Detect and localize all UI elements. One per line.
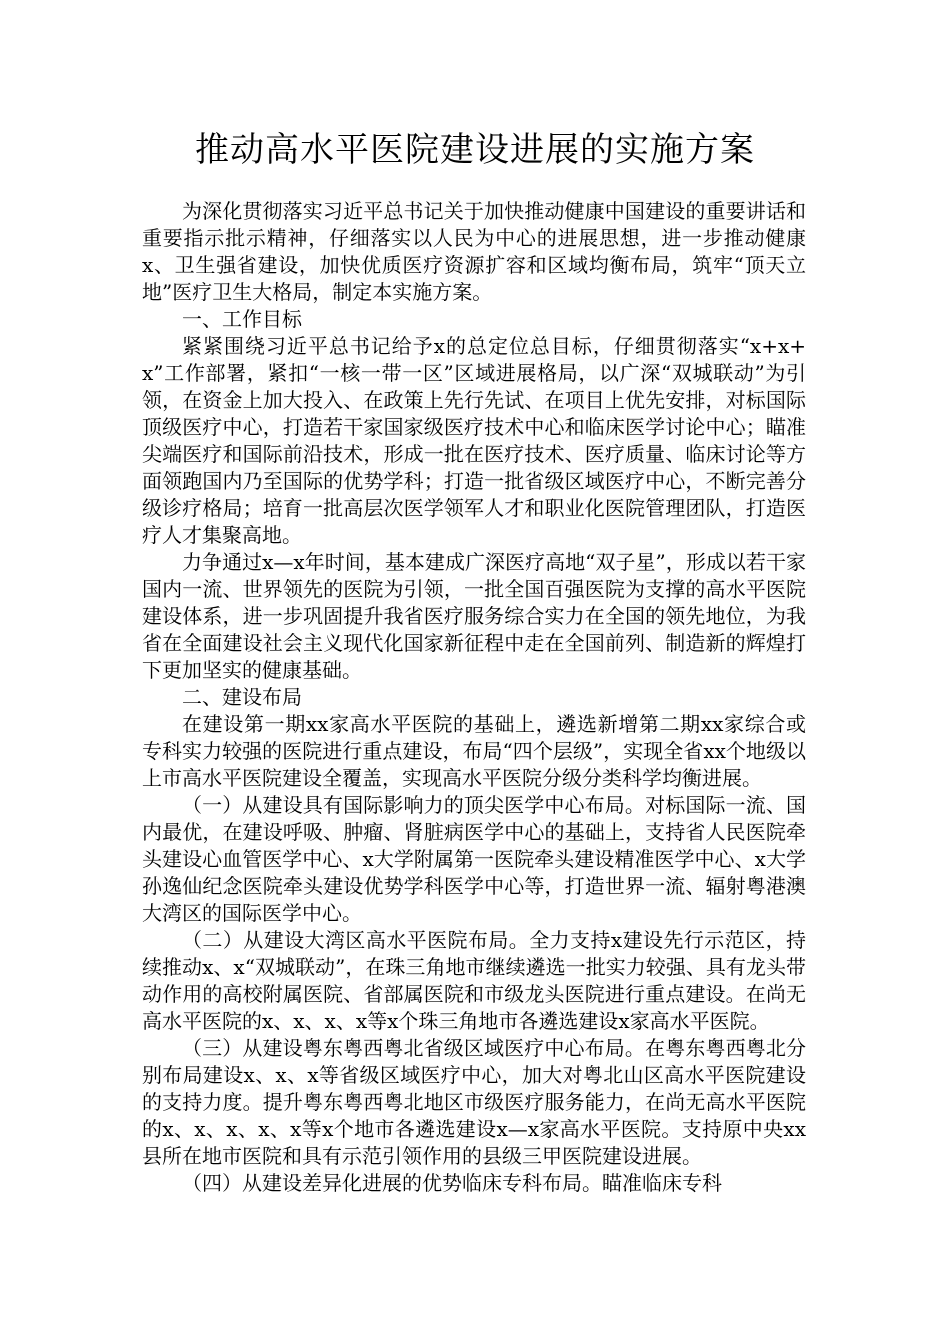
goals-paragraph-1: 紧紧围绕习近平总书记给予x的总定位总目标，仔细贯彻落实“x+x+x”工作部署，紧扣“一核一带一区”区域进展格局，以广深“双城联动”为引领，在资金上加大投入、在政策上先行先试、在项目上优先安排，对标国际顶级医疗中心，打造若干家国家级医疗技术中心和临床医学讨论中心；瞄准尖端医疗和国际前沿技术，形成一批在医疗技术、医疗质量、临床讨论等方面领跑国内乃至国际的优势学科；打造一批省级区域医疗中心，不断完善分级诊疗格局；培育一批高层次医学领军人才和职业化医院管理团队，打造医疗人才集聚高地。 — [142, 334, 806, 547]
goals-paragraph-2: 力争通过x—x年时间，基本建成广深医疗高地“双子星”，形成以若干家国内一流、世界领先的医院为引领，一批全国百强医院为支撑的高水平医院建设体系，进一步巩固提升我省医疗服务综合实力在全国的领先地位，为我省在全面建设社会主义现代化国家新征程中走在全国前列、制造新的辉煌打下更加坚实的健康基础。 — [142, 550, 806, 682]
section-heading-goals: 一、工作目标 — [182, 307, 302, 331]
layout-item-1: （一）从建设具有国际影响力的顶尖医学中心布局。对标国际一流、国内最优，在建设呼吸、肿瘤、肾脏病医学中心的基础上，支持省人民医院牵头建设心血管医学中心、x大学附属第一医院牵头建设精准医学中心、x大学孙逸仙纪念医院牵头建设优势学科医学中心等，打造世界一流、辐射粤港澳大湾区的国际医学中心。 — [142, 793, 806, 925]
document-body — [142, 198, 806, 1197]
intro-paragraph: 为深化贯彻落实习近平总书记关于加快推动健康中国建设的重要讲话和重要指示批示精神，仔细落实以人民为中心的进展思想，进一步推动健康x、卫生强省建设，加快优质医疗资源扩容和区域均衡布局，筑牢“顶天立地”医疗卫生大格局，制定本实施方案。 — [142, 199, 806, 304]
layout-paragraph: 在建设第一期xx家高水平医院的基础上，遴选新增第二期xx家综合或专科实力较强的医院进行重点建设，布局“四个层级”，实现全省xx个地级以上市高水平医院建设全覆盖，实现高水平医院分级分类科学均衡进展。 — [142, 712, 806, 790]
section-heading-layout: 二、建设布局 — [182, 685, 302, 709]
layout-item-3: （三）从建设粤东粤西粤北省级区域医疗中心布局。在粤东粤西粤北分别布局建设x、x、x等省级区域医疗中心，加大对粤北山区高水平医院建设的支持力度。提升粤东粤西粤北地区市级医疗服务能力，在尚无高水平医院的x、x、x、x、x等x个地市各遴选建设x—x家高水平医院。支持原中央xx县所在地市医院和具有示范引领作用的县级三甲医院建设进展。 — [142, 1036, 806, 1168]
layout-item-4: （四）从建设差异化进展的优势临床专科布局。瞄准临床专科 — [182, 1171, 722, 1195]
layout-item-2: （二）从建设大湾区高水平医院布局。全力支持x建设先行示范区，持续推动x、x“双城联动”，在珠三角地市继续遴选一批实力较强、具有龙头带动作用的高校附属医院、省部属医院和市级龙头医院进行重点建设。在尚无高水平医院的x、x、x、x等x个珠三角地市各遴选建设x家高水平医院。 — [142, 928, 806, 1033]
document-title: 推动高水平医院建设进展的实施方案 — [195, 130, 755, 170]
